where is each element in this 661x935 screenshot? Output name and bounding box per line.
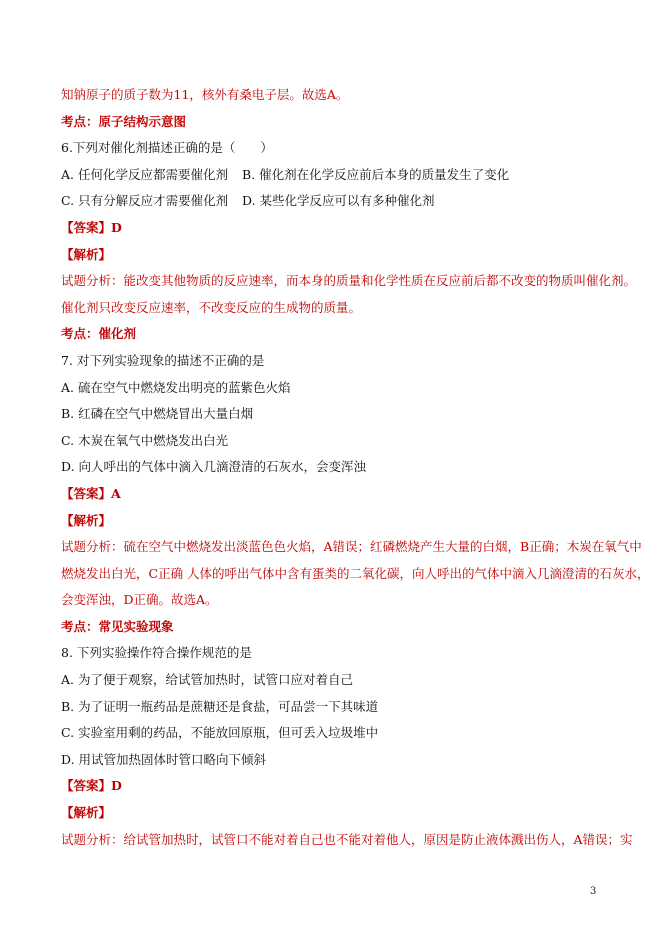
analysis-text: 试题分析：能改变其他物质的反应速率，而本身的质量和化学性质在反应前后都不改变的物质叫催化剂。 [61,273,637,289]
key-point-label: 考点：催化剂 [61,326,137,342]
question-6-options-row-2 [61,188,621,215]
option-c: C. 木炭在氧气中燃烧发出白光 [61,432,229,448]
key-point-label: 考点：常见实验现象 [61,618,174,634]
page-content [61,82,650,853]
option-d: D. 用试管加热固体时管口略向下倾斜 [61,751,267,767]
analysis-text: 试题分析：硫在空气中燃烧发出淡蓝色色火焰，A错误；红磷燃烧产生大量的白烟，B正确；木炭在氧气中 [61,539,642,555]
question-8-stem: 8. 下列实验操作符合操作规范的是 [61,645,252,661]
analysis-text: 催化剂只改变反应速率，不改变反应的生成物的质量。 [61,299,362,315]
analysis-continuation: 知钠原子的质子数为11，核外有桑电子层。故选A。 [61,87,349,102]
option-d: D. 向人呼出的气体中滴入几滴澄清的石灰水，会变浑浊 [61,459,367,475]
option-a: A. 任何化学反应都需要催化剂 [61,166,228,182]
option-b: B. 红磷在空气中燃烧冒出大量白烟 [61,406,254,422]
option-a: A. 为了便于观察，给试管加热时，试管口应对着自己 [61,672,353,688]
option-b: B. 催化剂在化学反应前后本身的质量发生了变化 [242,166,510,182]
page-number: 3 [590,886,597,897]
answer-label: 【答案】D [61,219,122,235]
option-c: C. 实验室用剩的药品，不能放回原瓶，但可丢入垃圾堆中 [61,725,379,741]
option-b: B. 为了证明一瓶药品是蔗糖还是食盐，可品尝一下其味道 [61,698,379,714]
question-6-stem: 6.下列对催化剂描述正确的是（ ） [61,140,273,156]
analysis-label: 【解析】 [61,512,112,528]
question-7-stem: 7. 对下列实验现象的描述不正确的是 [61,352,265,368]
option-c: C. 只有分解反应才需要催化剂 [61,193,229,209]
analysis-text: 燃烧发出白光，C正确 人体的呼出气体中含有蛋类的二氧化碳，向人呼出的气体中滴入几滴澄清的石灰水， [61,565,650,581]
analysis-label: 【解析】 [61,246,112,262]
analysis-text: 试题分析：给试管加热时，试管口不能对着自己也不能对着他人，原因是防止液体溅出伤人，A错误；实 [61,831,633,847]
analysis-label: 【解析】 [61,805,112,821]
key-point-label: 考点：原子结构示意图 [61,113,187,129]
option-a: A. 硫在空气中燃烧发出明亮的蓝紫色火焰 [61,379,291,395]
analysis-text: 会变浑浊，D正确。故选A。 [61,592,218,608]
option-d: D. 某些化学反应可以有多种催化剂 [242,193,435,209]
answer-label: 【答案】D [61,778,122,794]
question-6-options-row-1 [61,162,621,189]
answer-label: 【答案】A [61,485,121,501]
